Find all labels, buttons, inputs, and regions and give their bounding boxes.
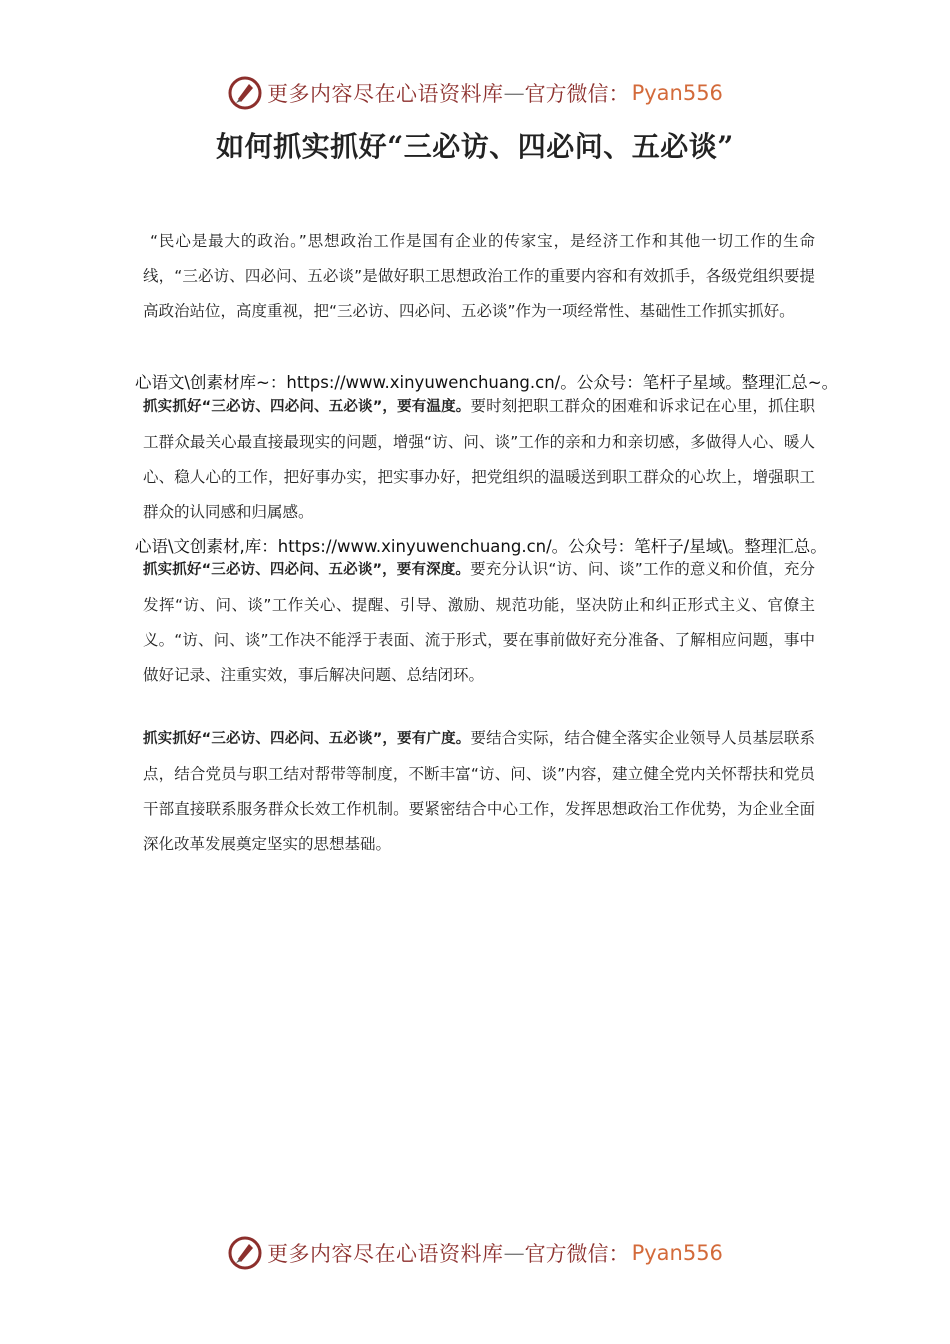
watermark-line: 心语\文创素材,库：https://www.xinyuwenchuang.cn/。公众号：笔杆子/星域\。整理汇总。 <box>135 537 827 556</box>
paragraph-warmth <box>143 389 815 530</box>
paragraph-intro <box>143 224 815 329</box>
paragraph-text: 要结合实际，结合健全落实企业领导人员基层联系点，结合党员与职工结对帮带等制度，不断丰富“访、问、谈”内容，建立健全党内关怀帮扶和党员干部直接联系服务群众长效工作机制。要紧密结合中心工作，发挥思想政治工作优势，为企业全面深化改革发展奠定坚实的思想基础。 <box>143 729 815 853</box>
banner-separator: — <box>503 81 525 105</box>
pen-nib-logo-icon <box>227 1235 263 1271</box>
banner-wechat-id: Pyan556 <box>631 81 723 105</box>
watermark-line: 心语文\创素材库~：https://www.xinyuwenchuang.cn/。公众号：笔杆子星域。整理汇总~。 <box>135 373 839 392</box>
banner-main-text: 更多内容尽在心语资料库 <box>267 1242 504 1266</box>
banner-wechat-label: 官方微信： <box>524 1242 630 1266</box>
paragraph-text: “民心是最大的政治。”思想政治工作是国有企业的传家宝，是经济工作和其他一切工作的生命线，“三必访、四必问、五必谈”是做好职工思想政治工作的重要内容和有效抓手，各级党组织要提高政治站位，高度重视，把“三必访、四必问、五必谈”作为一项经常性、基础性工作抓实抓好。 <box>143 232 815 320</box>
banner-wechat-id: Pyan556 <box>631 1241 723 1265</box>
paragraph-depth <box>143 552 815 693</box>
page-title: 如何抓实抓好“三必访、四必问、五必谈” <box>216 130 734 163</box>
banner-wechat-label: 官方微信： <box>524 82 630 106</box>
paragraph-lead: 抓实抓好“三必访、四必问、五必谈”，要有温度。 <box>143 399 471 415</box>
pen-nib-logo-icon <box>227 75 263 111</box>
paragraph-text: 要时刻把职工群众的困难和诉求记在心里，抓住职工群众最关心最直接最现实的问题，增强“访、问、谈”工作的亲和力和亲切感，多做得人心、暖人心、稳人心的工作，把好事办实，把实事办好，把党组织的温暖送到职工群众的心坎上，增强职工群众的认同感和归属感。 <box>143 397 815 521</box>
banner-main-text: 更多内容尽在心语资料库 <box>267 82 504 106</box>
footer-banner <box>0 1233 950 1273</box>
header-banner <box>0 73 950 113</box>
paragraph-text: 要充分认识“访、问、谈”工作的意义和价值，充分发挥“访、问、谈”工作关心、提醒、引导、激励、规范功能，坚决防止和纠正形式主义、官僚主义。“访、问、谈”工作决不能浮于表面、流于形式，要在事前做好充分准备、了解相应问题，事中做好记录、注重实效，事后解决问题、总结闭环。 <box>143 560 816 684</box>
paragraph-breadth <box>143 721 815 862</box>
paragraph-lead: 抓实抓好“三必访、四必问、五必谈”，要有广度。 <box>143 731 471 747</box>
paragraph-lead: 抓实抓好“三必访、四必问、五必谈”，要有深度。 <box>143 562 471 578</box>
banner-separator: — <box>503 1241 525 1265</box>
